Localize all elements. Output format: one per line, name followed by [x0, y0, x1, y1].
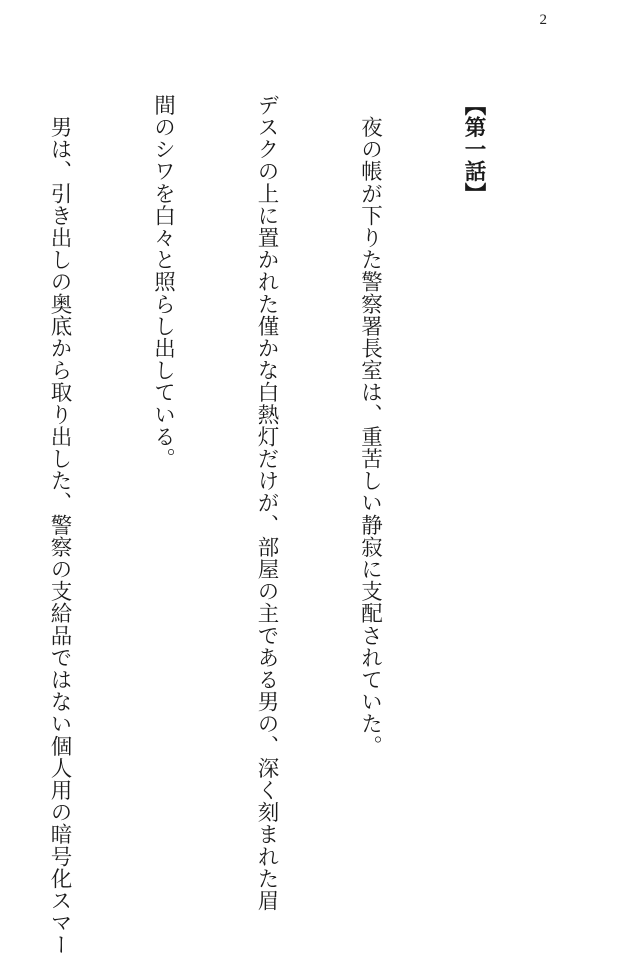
text-line: デスクの上に置かれた僅かな白熱灯だけが、部屋の主である男の、深く刻まれた眉	[254, 94, 279, 912]
text-line: 男は、引き出しの奥底から取り出した、警察の支給品ではない個人用の暗号化スマー	[47, 94, 72, 956]
body-text	[0, 94, 559, 956]
page-number: 2	[539, 12, 547, 28]
text-line: 夜の帳が下りた警察署長室は、重苦しい静寂に支配されていた。	[357, 94, 383, 757]
chapter-heading: 【第一話】	[461, 94, 486, 205]
text-line: 間のシワを白々と照らし出している。	[150, 94, 176, 470]
